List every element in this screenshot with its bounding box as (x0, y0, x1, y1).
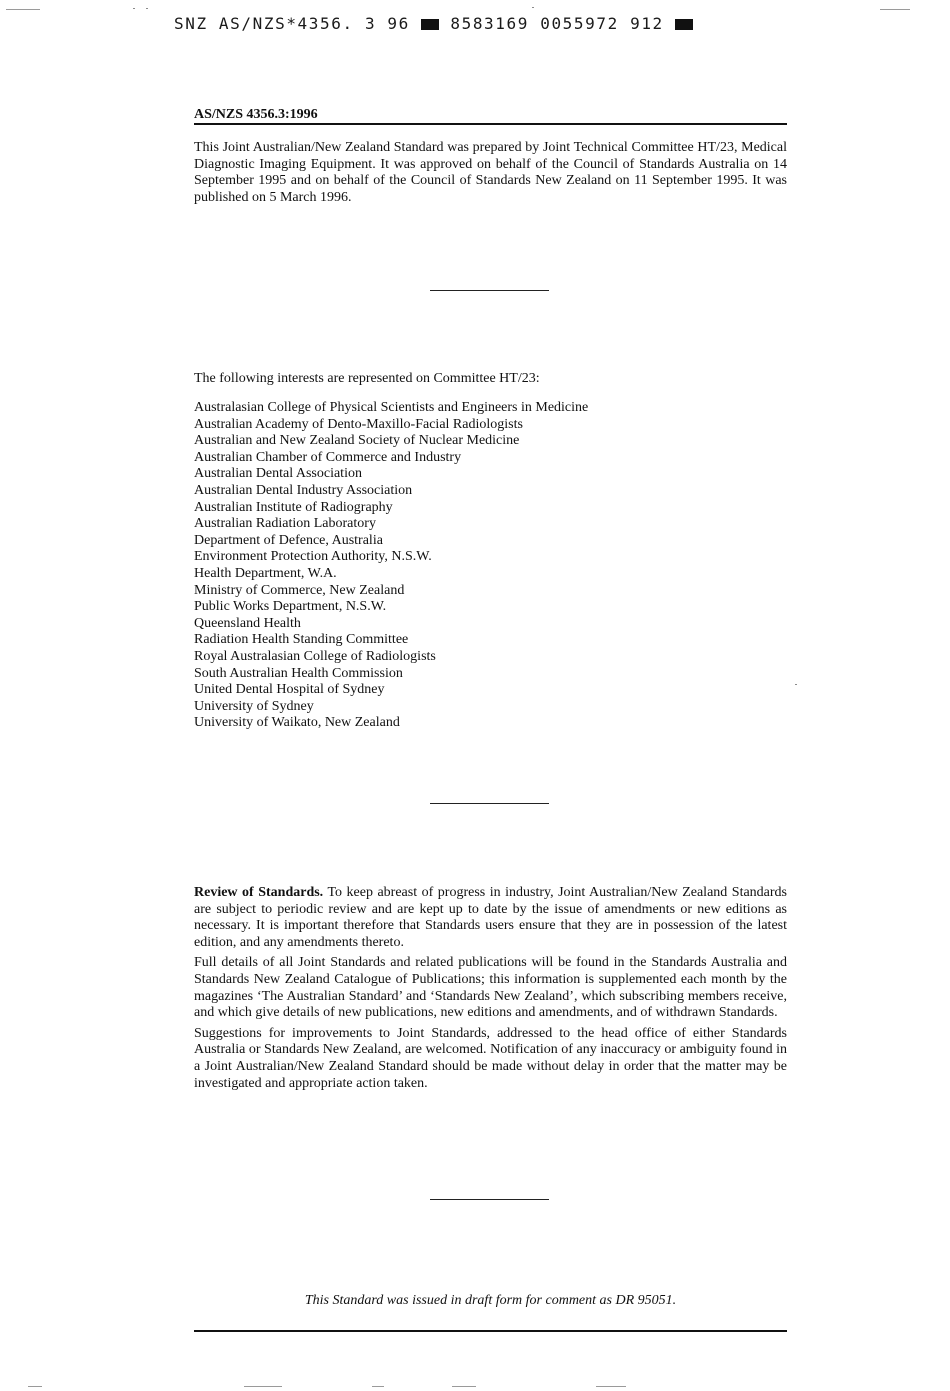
draft-note: This Standard was issued in draft form for comment as DR 95051. (304, 1293, 677, 1308)
scan-mark-bottom (28, 1386, 42, 1387)
standard-designation: AS/NZS 4356.3:1996 (194, 107, 787, 125)
scan-mark-bottom (596, 1386, 626, 1387)
list-item: Australian Institute of Radiography (194, 499, 393, 515)
list-item: Department of Defence, Australia (194, 532, 383, 548)
redaction-block-icon (675, 19, 693, 30)
scan-mark-bottom (452, 1386, 476, 1387)
committee-member-list (194, 400, 588, 732)
review-of-standards-section (194, 885, 787, 1096)
list-item: Australian and New Zealand Society of Nuclear Medicine (194, 433, 520, 449)
scan-mark-bottom (372, 1386, 384, 1387)
list-item: South Australian Health Commission (194, 665, 403, 681)
list-item: Environment Protection Authority, N.S.W. (194, 549, 432, 565)
scan-speck (133, 8, 135, 9)
preparation-text: This Joint Australian/New Zealand Standard was prepared by Joint Technical Committee HT/23, Medical Diagnostic Imaging Equipment. It was approved on behalf of the Council of Standards Australia on 14 September 1995 and on behalf of the Council of Standards New Zealand on 11 September 1995. It was published on 5 March 1996. (194, 140, 787, 205)
review-paragraph-1 (194, 885, 787, 951)
list-item: Ministry of Commerce, New Zealand (194, 582, 405, 598)
scan-speck (532, 7, 534, 8)
review-paragraph-3: Suggestions for improvements to Joint Standards, addressed to the head office of either Standards Australia or Standards New Zealand, are welcomed. Notification of any inaccuracy or ambiguity found in a Joint Australian/New Zealand Standard should be made without delay in order that the matter may be investigated and appropriate action taken. (194, 1025, 787, 1091)
list-item: Health Department, W.A. (194, 565, 337, 581)
review-heading: Review of Standards. (194, 885, 324, 900)
list-item: University of Sydney (194, 698, 314, 714)
catalogue-code-right: 8583169 0055972 912 (450, 14, 664, 33)
list-item: Radiation Health Standing Committee (194, 632, 409, 648)
catalogue-code-header (174, 14, 693, 33)
scan-mark-top-left (6, 9, 40, 10)
review-paragraph-2: Full details of all Joint Standards and related publications will be found in the Standards Australia and Standards New Zealand Catalogue of Publications; this information is supplemented each month by the magazines ‘The Australian Standard’ and ‘Standards New Zealand’, which subscribing members receive, and which give details of new publications, new editions and amendments, and of withdrawn Standards. (194, 955, 787, 1021)
preparation-paragraph (194, 140, 787, 206)
list-item: Queensland Health (194, 615, 301, 631)
section-divider (430, 803, 549, 804)
review-text-1: To keep abreast of progress in industry, Joint Australian/New Zealand Standards are subject to periodic review and are kept up to date by the issue of amendments or new editions as necessary. It is important therefore that Standards users ensure that they are in possession of the latest edition, and any amendments thereto. (194, 885, 788, 950)
list-item: Australian Radiation Laboratory (194, 516, 376, 532)
footer-rule (194, 1330, 787, 1332)
list-item: University of Waikato, New Zealand (194, 715, 400, 731)
list-item: Australian Dental Industry Association (194, 482, 413, 498)
list-item: Australian Chamber of Commerce and Industry (194, 449, 462, 465)
redaction-block-icon (421, 19, 439, 30)
list-item: Australasian College of Physical Scientists and Engineers in Medicine (194, 400, 589, 415)
list-item: Royal Australasian College of Radiologists (194, 648, 436, 664)
list-item: Public Works Department, N.S.W. (194, 599, 387, 615)
scan-mark-bottom (244, 1386, 282, 1387)
scan-speck (146, 8, 148, 9)
catalogue-code-left: SNZ AS/NZS*4356. 3 96 (174, 14, 410, 33)
list-item: Australian Academy of Dento-Maxillo-Facial Radiologists (194, 416, 523, 432)
section-divider (430, 290, 549, 291)
list-item: United Dental Hospital of Sydney (194, 682, 385, 698)
scan-mark-top-right (880, 9, 910, 10)
scan-speck (795, 684, 797, 685)
list-item: Australian Dental Association (194, 466, 362, 482)
section-divider (430, 1199, 549, 1200)
committee-intro: The following interests are represented on Committee HT/23: (194, 371, 540, 386)
